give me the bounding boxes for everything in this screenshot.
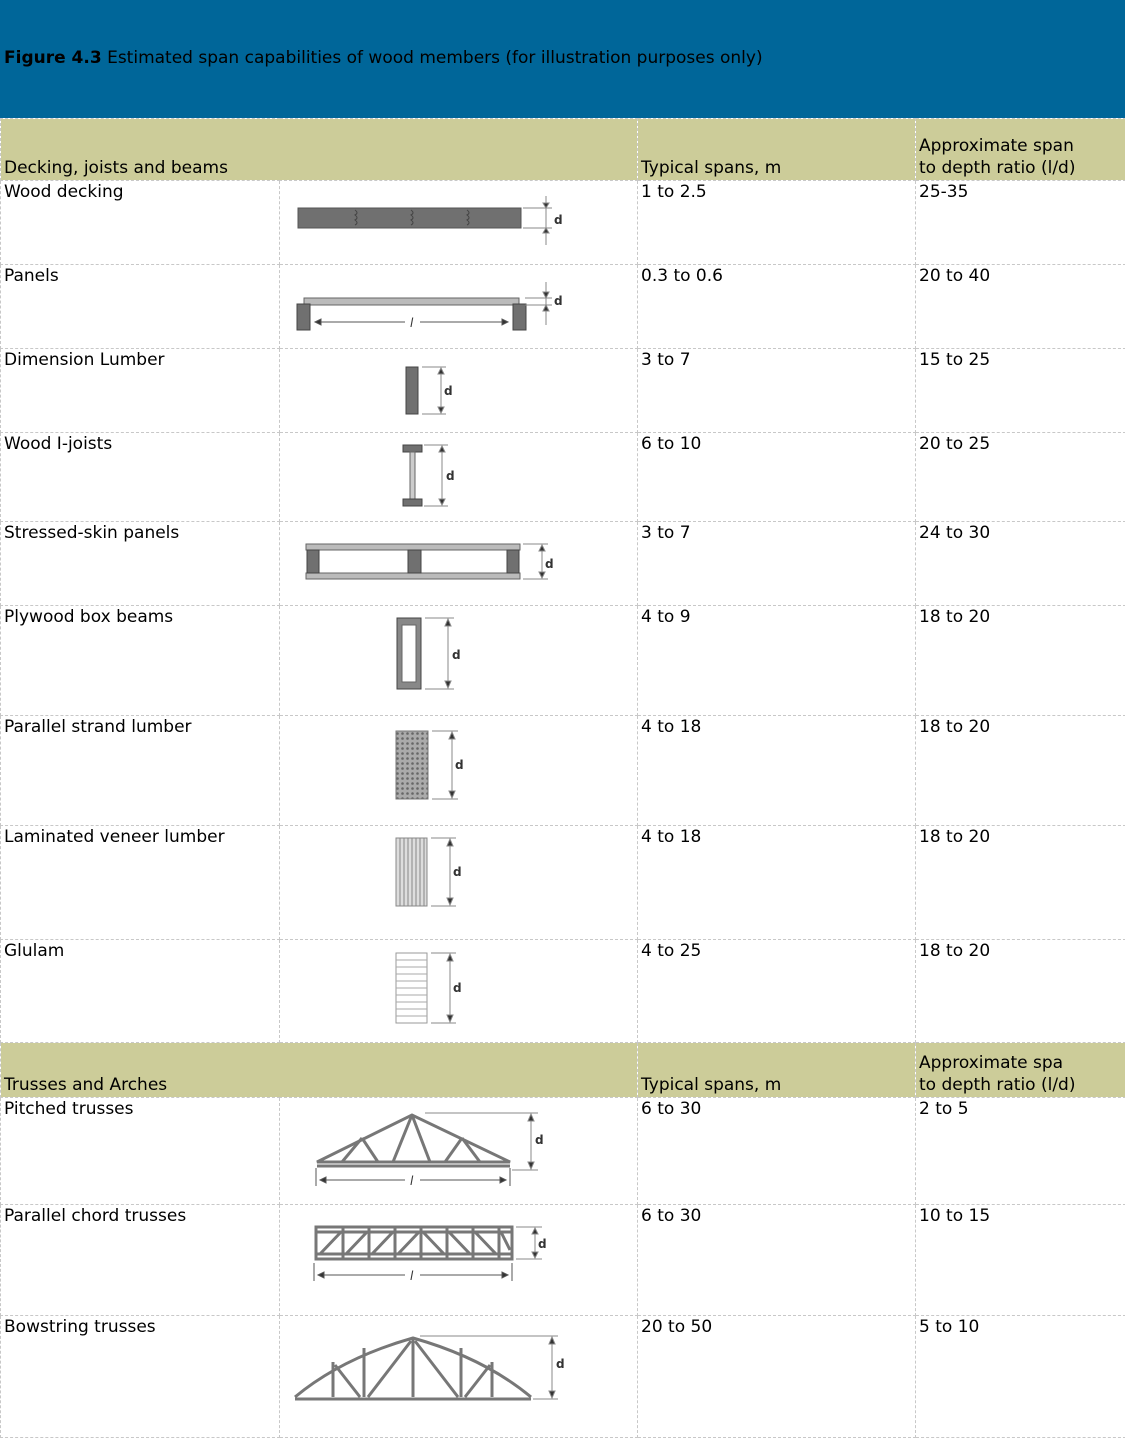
table-row	[1, 181, 1125, 265]
typical-spans: 3 to 7	[638, 522, 916, 606]
span-depth-ratio: 18 to 20	[916, 606, 1125, 716]
header-category: Trusses and Arches	[1, 1043, 638, 1098]
member-name: Panels	[1, 265, 280, 349]
typical-spans: 4 to 9	[638, 606, 916, 716]
span-depth-ratio: 20 to 40	[916, 265, 1125, 349]
table-row	[1, 1205, 1125, 1316]
table-row	[1, 940, 1125, 1043]
figure-title-bar	[0, 0, 1125, 118]
svg-text:l: l	[410, 316, 414, 330]
member-name: Plywood box beams	[1, 606, 280, 716]
wood-decking-diagram	[280, 181, 638, 265]
stressed-skin-panel-diagram	[280, 522, 638, 606]
svg-text:d: d	[453, 981, 462, 995]
member-name: Parallel chord trusses	[1, 1205, 280, 1316]
lvl-diagram	[280, 826, 638, 940]
typical-spans: 6 to 30	[638, 1205, 916, 1316]
span-depth-ratio: 20 to 25	[916, 433, 1125, 522]
svg-text:d: d	[453, 865, 462, 879]
svg-text:l: l	[410, 1269, 414, 1283]
typical-spans: 1 to 2.5	[638, 181, 916, 265]
header-span-depth-ratio: Approximate spa to depth ratio (l/d)	[916, 1043, 1125, 1098]
figure-title	[4, 48, 763, 68]
typical-spans: 20 to 50	[638, 1316, 916, 1438]
svg-text:d: d	[538, 1237, 547, 1251]
svg-text:d: d	[455, 758, 464, 772]
span-depth-ratio: 15 to 25	[916, 349, 1125, 433]
svg-text:d: d	[545, 557, 554, 571]
member-name: Parallel strand lumber	[1, 716, 280, 826]
table-row	[1, 349, 1125, 433]
span-depth-ratio: 2 to 5	[916, 1098, 1125, 1205]
span-depth-ratio: 18 to 20	[916, 826, 1125, 940]
svg-text:d: d	[535, 1133, 544, 1147]
i-joist-diagram	[280, 433, 638, 522]
member-name: Stressed-skin panels	[1, 522, 280, 606]
table-row	[1, 826, 1125, 940]
span-depth-ratio: 24 to 30	[916, 522, 1125, 606]
member-name: Glulam	[1, 940, 280, 1043]
header-typical-spans: Typical spans, m	[638, 1043, 916, 1098]
svg-text:d: d	[554, 213, 563, 227]
typical-spans: 4 to 25	[638, 940, 916, 1043]
table-row	[1, 716, 1125, 826]
figure-caption: Estimated span capabilities of wood members (for illustration purposes only)	[102, 48, 763, 68]
header-span-depth-ratio: Approximate span to depth ratio (l/d)	[916, 119, 1125, 181]
table-row	[1, 265, 1125, 349]
parallel-chord-truss-diagram	[280, 1205, 638, 1316]
member-name: Wood decking	[1, 181, 280, 265]
svg-text:l: l	[410, 1174, 414, 1188]
span-depth-ratio: 10 to 15	[916, 1205, 1125, 1316]
member-name: Pitched trusses	[1, 1098, 280, 1205]
box-beam-diagram	[280, 606, 638, 716]
table-row	[1, 433, 1125, 522]
figure-label: Figure 4.3	[4, 48, 102, 68]
member-name: Bowstring trusses	[1, 1316, 280, 1438]
span-depth-ratio: 18 to 20	[916, 940, 1125, 1043]
span-depth-ratio: 25-35	[916, 181, 1125, 265]
typical-spans: 4 to 18	[638, 716, 916, 826]
section-header-trusses	[1, 1043, 1125, 1098]
header-typical-spans: Typical spans, m	[638, 119, 916, 181]
member-name: Wood I-joists	[1, 433, 280, 522]
section-header-decking	[1, 119, 1125, 181]
table-row	[1, 1098, 1125, 1205]
member-name: Dimension Lumber	[1, 349, 280, 433]
svg-text:d: d	[452, 648, 461, 662]
svg-text:d: d	[446, 469, 455, 483]
psl-diagram	[280, 716, 638, 826]
svg-text:d: d	[556, 1357, 565, 1371]
member-name: Laminated veneer lumber	[1, 826, 280, 940]
typical-spans: 6 to 30	[638, 1098, 916, 1205]
svg-text:d: d	[554, 294, 563, 308]
panels-diagram	[280, 265, 638, 349]
svg-text:d: d	[444, 384, 453, 398]
span-depth-ratio: 18 to 20	[916, 716, 1125, 826]
typical-spans: 3 to 7	[638, 349, 916, 433]
table-row	[1, 606, 1125, 716]
span-table	[0, 118, 1125, 1438]
span-depth-ratio: 5 to 10	[916, 1316, 1125, 1438]
table-row	[1, 522, 1125, 606]
typical-spans: 6 to 10	[638, 433, 916, 522]
header-category: Decking, joists and beams	[1, 119, 638, 181]
dimension-lumber-diagram	[280, 349, 638, 433]
table-row	[1, 1316, 1125, 1438]
bowstring-truss-diagram	[280, 1316, 638, 1438]
pitched-truss-diagram	[280, 1098, 638, 1205]
typical-spans: 4 to 18	[638, 826, 916, 940]
glulam-diagram	[280, 940, 638, 1043]
typical-spans: 0.3 to 0.6	[638, 265, 916, 349]
